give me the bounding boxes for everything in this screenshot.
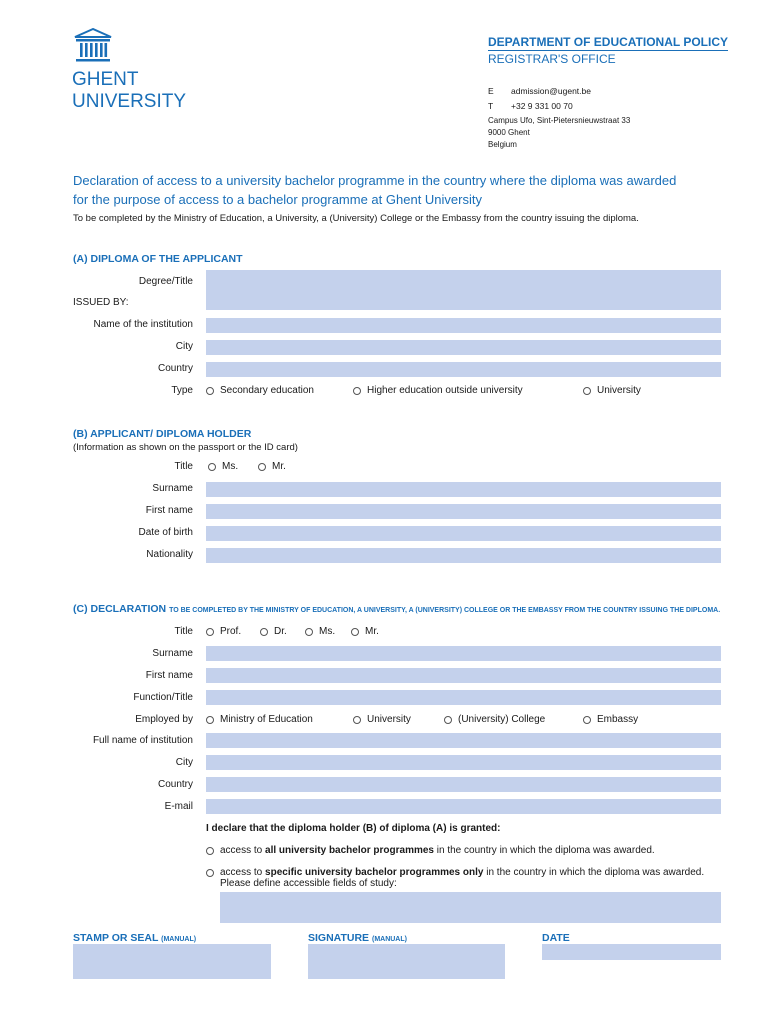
nationality-field[interactable]	[206, 548, 721, 563]
title-label-c: Title	[174, 626, 193, 637]
radio-icon	[353, 716, 361, 724]
title-ms-radio-c[interactable]: Ms.	[305, 626, 335, 637]
section-c-title: (C) DECLARATION	[73, 603, 167, 615]
nationality-label: Nationality	[146, 549, 193, 560]
stamp-label: STAMP OR SEAL	[73, 932, 159, 944]
form-title-line-1: Declaration of access to a university bachelor programme in the country where the diploma was awarded	[73, 173, 677, 188]
surname-label-c: Surname	[152, 648, 193, 659]
address-line-3: Belgium	[488, 140, 517, 149]
radio-icon	[206, 387, 214, 395]
title-dr-radio[interactable]: Dr.	[260, 626, 287, 637]
section-a-heading: (A) DIPLOMA OF THE APPLICANT	[73, 253, 243, 265]
date-field[interactable]	[542, 944, 721, 960]
degree-label: Degree/Title	[138, 276, 193, 287]
country-field-a[interactable]	[206, 362, 721, 377]
signature-note: (MANUAL)	[371, 936, 407, 943]
degree-field[interactable]	[206, 270, 721, 310]
surname-label-b: Surname	[152, 483, 193, 494]
first-name-field-b[interactable]	[206, 504, 721, 519]
title-label-b: Title	[174, 461, 193, 472]
radio-icon	[206, 847, 214, 855]
university-logo	[73, 28, 113, 69]
form-title-line-2: for the purpose of access to a bachelor programme at Ghent University	[73, 192, 482, 207]
city-field-c[interactable]	[206, 755, 721, 770]
function-field[interactable]	[206, 690, 721, 705]
signature-label: SIGNATURE	[308, 932, 370, 944]
section-b-note: (Information as shown on the passport or the ID card)	[73, 442, 298, 453]
title-ms-radio-b[interactable]: Ms.	[208, 461, 238, 472]
access-all-radio[interactable]: access to all university bachelor programmes in the country in which the diploma was awarded.	[206, 845, 655, 856]
radio-icon	[353, 387, 361, 395]
type-secondary-radio[interactable]: Secondary education	[206, 385, 314, 396]
department-title: DEPARTMENT OF EDUCATIONAL POLICY	[488, 35, 728, 49]
address-line-2: 9000 Ghent	[488, 128, 530, 137]
radio-icon	[305, 628, 313, 636]
institution-field[interactable]	[206, 318, 721, 333]
title-prof-radio[interactable]: Prof.	[206, 626, 241, 637]
signature-heading	[308, 932, 407, 944]
surname-field-c[interactable]	[206, 646, 721, 661]
form-subtitle: To be completed by the Ministry of Education, a University, a (University) College or the Embassy from the country issuing the diploma.	[73, 213, 639, 224]
section-b-heading: (B) APPLICANT/ DIPLOMA HOLDER	[73, 428, 252, 440]
surname-field-b[interactable]	[206, 482, 721, 497]
email-label: E	[488, 86, 494, 96]
radio-icon	[583, 387, 591, 395]
contact-email[interactable]: admission@ugent.be	[511, 86, 591, 96]
access-specific-radio[interactable]: access to specific university bachelor programmes only in the country in which the diploma was awarded.	[206, 867, 704, 878]
type-university-radio[interactable]: University	[583, 385, 641, 396]
title-mr-radio-c[interactable]: Mr.	[351, 626, 379, 637]
country-field-c[interactable]	[206, 777, 721, 792]
radio-icon	[208, 463, 216, 471]
radio-icon	[258, 463, 266, 471]
radio-icon	[206, 716, 214, 724]
radio-icon	[260, 628, 268, 636]
stamp-heading	[73, 932, 196, 944]
type-higher-radio[interactable]: Higher education outside university	[353, 385, 523, 396]
first-name-label-b: First name	[145, 505, 193, 516]
stamp-note: (MANUAL)	[161, 936, 197, 943]
contact-phone: +32 9 331 00 70	[511, 101, 573, 111]
emp-embassy-radio[interactable]: Embassy	[583, 714, 638, 725]
first-name-label-c: First name	[145, 670, 193, 681]
fields-of-study-field[interactable]	[220, 892, 721, 923]
city-field-a[interactable]	[206, 340, 721, 355]
building-icon	[73, 28, 113, 64]
city-label-c: City	[175, 757, 193, 768]
office-title: REGISTRAR'S OFFICE	[488, 52, 616, 66]
declaration-statement: I declare that the diploma holder (B) of diploma (A) is granted:	[206, 823, 501, 834]
full-name-label: Full name of institution	[92, 735, 193, 746]
email-label-c: E-mail	[164, 801, 193, 812]
country-label-c: Country	[157, 779, 193, 790]
date-heading: DATE	[542, 932, 570, 944]
employed-by-label: Employed by	[135, 714, 193, 725]
logo-text-ghent: GHENT	[72, 69, 139, 90]
function-label: Function/Title	[133, 692, 193, 703]
phone-label: T	[488, 101, 494, 111]
full-name-field[interactable]	[206, 733, 721, 748]
email-field-c[interactable]	[206, 799, 721, 814]
dob-label: Date of birth	[138, 527, 193, 538]
country-label-a: Country	[157, 363, 193, 374]
logo-text-university: UNIVERSITY	[72, 91, 187, 112]
type-label: Type	[171, 385, 193, 396]
radio-icon	[206, 628, 214, 636]
stamp-field[interactable]	[73, 944, 271, 979]
radio-icon	[206, 869, 214, 877]
fields-of-study-label: Please define accessible fields of study:	[220, 878, 397, 889]
issued-by-label: ISSUED BY:	[73, 297, 129, 308]
section-c-note: TO BE COMPLETED BY THE MINISTRY OF EDUCATION, A UNIVERSITY, A (UNIVERSITY) COLLEGE OR THE EMBASSY FROM THE COUNTRY ISSUING THE DIPLOMA.	[169, 607, 721, 614]
radio-icon	[351, 628, 359, 636]
emp-ministry-radio[interactable]: Ministry of Education	[206, 714, 313, 725]
first-name-field-c[interactable]	[206, 668, 721, 683]
address-line-1: Campus Ufo, Sint-Pietersnieuwstraat 33	[488, 116, 631, 125]
section-c-heading	[73, 603, 720, 615]
institution-label: Name of the institution	[93, 319, 193, 330]
emp-university-radio[interactable]: University	[353, 714, 411, 725]
dob-field[interactable]	[206, 526, 721, 541]
title-mr-radio-b[interactable]: Mr.	[258, 461, 286, 472]
radio-icon	[444, 716, 452, 724]
radio-icon	[583, 716, 591, 724]
emp-college-radio[interactable]: (University) College	[444, 714, 545, 725]
city-label-a: City	[175, 341, 193, 352]
signature-field[interactable]	[308, 944, 505, 979]
